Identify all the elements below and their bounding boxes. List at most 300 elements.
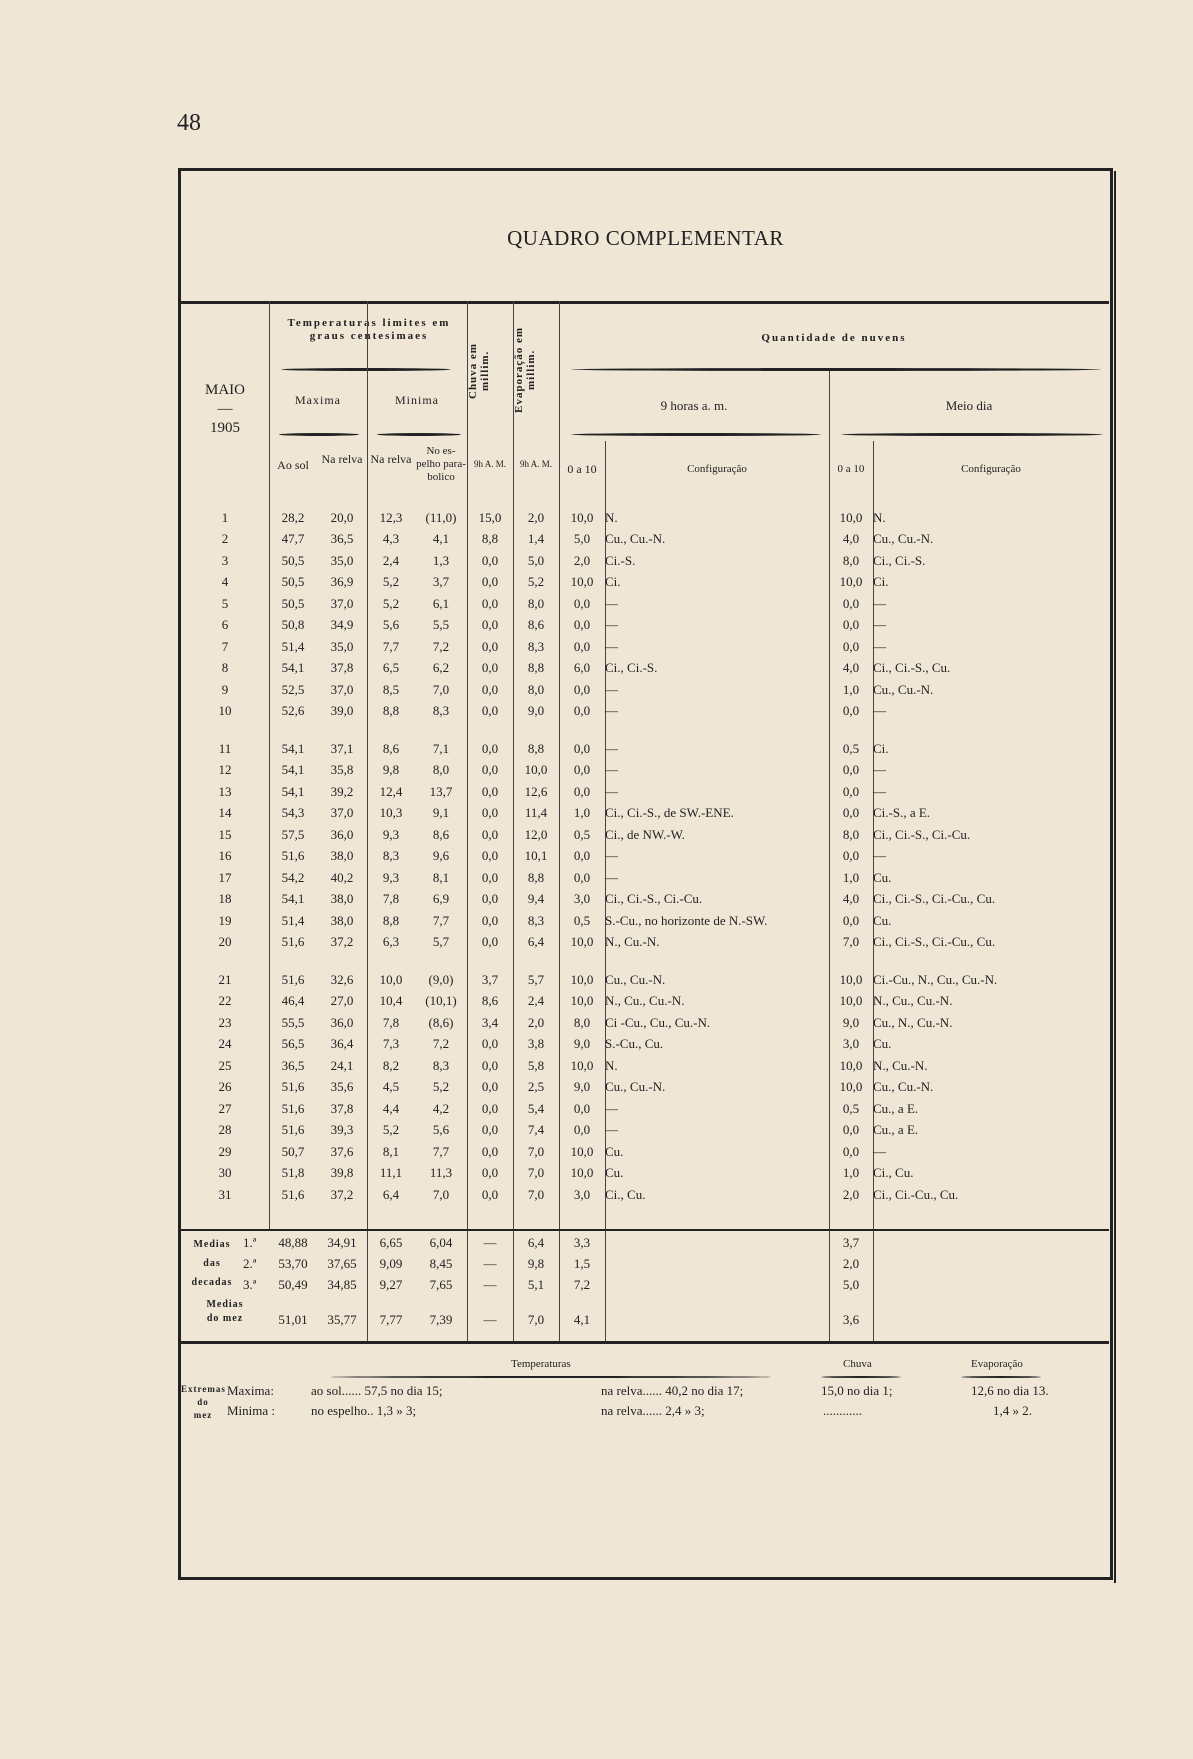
ao-sol-header: Ao sol [277, 458, 309, 472]
decade-value: 7,2 [573, 1277, 591, 1292]
chuva-cell: 0,0 [481, 826, 499, 842]
max-label: Maxima: [227, 1383, 274, 1398]
nuvens-meio-dia-cell: 9,0 [842, 1014, 860, 1030]
max-relva-cell: 39,0 [330, 703, 354, 719]
table-row [181, 679, 1109, 701]
min-relva-cell: 8,1 [382, 1143, 400, 1159]
year-label: 1905 [210, 420, 240, 436]
min-relva-cell: 10,3 [379, 805, 403, 821]
table-row [181, 824, 1109, 846]
max-relva-cell: 35,6 [330, 1079, 354, 1095]
min-espelho-cell: 7,1 [432, 740, 450, 756]
evaporacao-cell: 9,0 [527, 703, 545, 719]
nuvens-meio-dia-cell: 10,0 [839, 574, 863, 590]
config-meio-dia-cell: Ci., Ci.-S., Ci.-Cu. [873, 826, 971, 842]
table-row [181, 550, 1109, 572]
evaporacao-cell: 11,4 [524, 805, 548, 821]
extremes-label [181, 1383, 225, 1422]
daily-data-table [181, 507, 1109, 1206]
max-relva-cell: 39,8 [330, 1165, 354, 1181]
chuva-cell: 0,0 [481, 681, 499, 697]
chuva-cell: 15,0 [478, 509, 502, 525]
evaporacao-cell: 8,8 [527, 660, 545, 676]
extremes-label-line: mez [193, 1410, 213, 1420]
min-evap: 1,4 » 2. [993, 1403, 1032, 1418]
summary-rule [181, 1229, 1109, 1231]
evaporacao-cell: 2,0 [527, 509, 545, 525]
evaporacao-cell: 7,0 [527, 1165, 545, 1181]
day-cell: 25 [218, 1057, 232, 1073]
min-relva-cell: 7,8 [382, 891, 400, 907]
table-row [181, 701, 1109, 723]
nuvens-meio-dia-cell: 8,0 [842, 826, 860, 842]
min-espelho-cell: 7,2 [432, 1036, 450, 1052]
nuvens-meio-dia-cell: 7,0 [842, 934, 860, 950]
chuva-cell: 0,0 [481, 552, 499, 568]
config-9h-cell: — [605, 848, 618, 864]
chuva-cell: 0,0 [481, 1165, 499, 1181]
nuvens-9h-cell: 0,0 [573, 869, 591, 885]
max-temp-sol: ao sol...... 57,5 no dia 15; [311, 1383, 443, 1398]
config-9h-cell: Cu. [605, 1165, 624, 1181]
day-cell: 16 [218, 848, 232, 864]
config-meio-dia-cell: Cu. [873, 1036, 892, 1052]
nuvens-9h-cell: 0,5 [573, 826, 591, 842]
nuvens-9h-cell: 10,0 [570, 509, 594, 525]
table-row [181, 781, 1109, 803]
nuvens-meio-dia-cell: 10,0 [839, 509, 863, 525]
max-sol-cell: 51,4 [281, 912, 305, 928]
min-espelho-cell: 11,3 [429, 1165, 453, 1181]
chuva-cell: 0,0 [481, 1057, 499, 1073]
chuva-header: Chuva em millim. [467, 343, 491, 399]
config-9h-cell: N., Cu., Cu.-N. [605, 993, 685, 1009]
extremes-label-line: Extremas [181, 1384, 226, 1394]
max-relva-cell: 39,2 [330, 783, 354, 799]
minima-brace [377, 433, 461, 436]
table-row [181, 529, 1109, 551]
evaporacao-cell: 8,6 [527, 617, 545, 633]
min-relva-cell: 11,1 [379, 1165, 403, 1181]
config-meio-dia-cell: N., Cu., Cu.-N. [873, 993, 953, 1009]
month-label: MAIO [205, 382, 245, 398]
config-9h-cell: — [605, 762, 618, 778]
nuvens-9h-cell: 10,0 [570, 1143, 594, 1159]
bottom-rule [181, 1341, 1109, 1344]
max-sol-cell: 54,1 [281, 762, 305, 778]
max-relva-cell: 38,0 [330, 912, 354, 928]
table-row [181, 1055, 1109, 1077]
min-espelho-cell: (10,1) [425, 993, 457, 1009]
chuva-9h-header: 9h A. M. [473, 459, 506, 469]
max-relva-cell: 36,9 [330, 574, 354, 590]
config-meio-dia-cell: Ci.-Cu., N., Cu., Cu.-N. [873, 971, 998, 987]
chuva-cell: 0,0 [481, 574, 499, 590]
min-espelho-cell: 7,2 [432, 638, 450, 654]
decade-value: 50,49 [278, 1277, 308, 1292]
table-row [181, 658, 1109, 680]
nuvens-meio-dia-cell: 10,0 [839, 993, 863, 1009]
decade-value: — [483, 1256, 497, 1271]
nuvens-meio-dia-cell: 0,0 [842, 783, 860, 799]
nuvens-meio-dia-cell: 0,5 [842, 740, 860, 756]
config-9h-cell: N. [605, 1057, 618, 1073]
table-row [181, 846, 1109, 868]
min-espelho-cell: 9,1 [432, 805, 450, 821]
config-9h-cell: — [605, 740, 618, 756]
decade-value: 34,91 [327, 1235, 357, 1250]
max-relva-cell: 24,1 [330, 1057, 354, 1073]
nuvens-meio-dia-cell: 4,0 [842, 891, 860, 907]
config-header-2: Configuração [961, 463, 1021, 475]
decade-value: — [483, 1277, 497, 1292]
min-relva-cell: 6,5 [382, 660, 400, 676]
config-meio-dia-cell: — [873, 783, 886, 799]
evaporacao-cell: 8,3 [527, 912, 545, 928]
evap-9h-header: 9h A. M. [519, 459, 552, 469]
chuva-cell: 0,0 [481, 1143, 499, 1159]
min-espelho-cell: 6,2 [432, 660, 450, 676]
nuvens-meio-dia-cell: 0,0 [842, 912, 860, 928]
day-cell: 15 [218, 826, 232, 842]
config-9h-cell: — [605, 617, 618, 633]
chuva-cell: 0,0 [481, 934, 499, 950]
min-relva-cell: 4,4 [382, 1100, 400, 1116]
table-row [181, 803, 1109, 825]
chuva-cell: 0,0 [481, 638, 499, 654]
decade-value: 6,65 [379, 1235, 403, 1250]
nuvens-meio-dia-cell: 4,0 [842, 531, 860, 547]
decade-number: 1.ª [243, 1235, 257, 1250]
max-sol-cell: 46,4 [281, 993, 305, 1009]
evaporacao-cell: 12,0 [524, 826, 548, 842]
decade-value: 7,65 [429, 1277, 453, 1292]
config-meio-dia-cell: — [873, 1143, 886, 1159]
day-cell: 8 [221, 660, 229, 676]
max-relva-cell: 40,2 [330, 869, 354, 885]
min-espelho-cell: 8,3 [432, 703, 450, 719]
nuvens-meio-dia-cell: 0,5 [842, 1100, 860, 1116]
min-relva-cell: 9,8 [382, 762, 400, 778]
extremes-label-line: do [197, 1397, 209, 1407]
title-rule [181, 301, 1109, 304]
chuva-cell: 0,0 [481, 595, 499, 611]
min-relva-cell: 7,7 [382, 638, 400, 654]
evaporacao-cell: 12,6 [524, 783, 548, 799]
max-relva-cell: 20,0 [330, 509, 354, 525]
min-espelho-cell: 1,3 [432, 552, 450, 568]
config-meio-dia-cell: — [873, 762, 886, 778]
max-sol-cell: 54,2 [281, 869, 305, 885]
max-relva-cell: 34,9 [330, 617, 354, 633]
month-mean-value: 7,39 [429, 1312, 453, 1327]
table-row [181, 1098, 1109, 1120]
min-relva-cell: 5,6 [382, 617, 400, 633]
min-temp-relva: na relva...... 2,4 » 3; [601, 1403, 705, 1418]
chuva-cell: 0,0 [481, 1079, 499, 1095]
min-espelho-cell: 5,6 [432, 1122, 450, 1138]
day-cell: 6 [221, 617, 229, 633]
month-means-label-line: do mez [206, 1313, 244, 1324]
minima-header: Minima [395, 393, 439, 407]
min-espelho-cell: (9,0) [428, 971, 454, 987]
chuva-cell: 0,0 [481, 740, 499, 756]
max-relva-cell: 37,0 [330, 805, 354, 821]
chuva-cell: 8,6 [481, 993, 499, 1009]
nuvens-meio-dia-cell: 0,0 [842, 595, 860, 611]
chuva-cell: 8,8 [481, 531, 499, 547]
min-espelho-cell: 9,6 [432, 848, 450, 864]
min-relva-cell: 10,4 [379, 993, 403, 1009]
month-mean-value: 4,1 [573, 1312, 591, 1327]
evaporacao-cell: 5,4 [527, 1100, 545, 1116]
spacer-cell [181, 722, 1109, 738]
espelho-header: No es-pelho para-bolico [416, 445, 466, 483]
config-meio-dia-cell: Cu., a E. [873, 1122, 919, 1138]
min-relva-cell: 8,6 [382, 740, 400, 756]
day-cell: 22 [218, 993, 232, 1009]
table-row [181, 738, 1109, 760]
min-relva-cell: 8,2 [382, 1057, 400, 1073]
max-sol-cell: 51,6 [281, 1079, 305, 1095]
nuvens-meio-dia-cell: 3,0 [842, 1036, 860, 1052]
chuva-brace-bottom [821, 1376, 901, 1378]
max-chuva: 15,0 no dia 1; [821, 1383, 893, 1398]
nuvens-9h-cell: 0,0 [573, 783, 591, 799]
config-9h-cell: — [605, 869, 618, 885]
decade-value: 8,45 [429, 1256, 453, 1271]
config-meio-dia-cell: — [873, 617, 886, 633]
decade-value: 5,1 [527, 1277, 545, 1292]
nove-horas-brace [571, 433, 821, 436]
month-mean-value: 7,0 [527, 1312, 545, 1327]
max-sol-cell: 56,5 [281, 1036, 305, 1052]
decades-label-line: decadas [191, 1277, 233, 1288]
evaporacao-cell: 5,7 [527, 971, 545, 987]
day-cell: 21 [218, 971, 232, 987]
day-cell: 5 [221, 595, 229, 611]
config-meio-dia-cell: — [873, 703, 886, 719]
day-cell: 18 [218, 891, 232, 907]
min-relva-cell: 9,3 [382, 826, 400, 842]
decades-label-line: Medias [193, 1239, 231, 1250]
nuvens-9h-cell: 0,5 [573, 912, 591, 928]
max-sol-cell: 54,3 [281, 805, 305, 821]
min-relva-cell: 7,3 [382, 1036, 400, 1052]
month-mean-value: 35,77 [327, 1312, 357, 1327]
decade-number: 3.ª [243, 1277, 257, 1292]
evaporacao-cell: 10,1 [524, 848, 548, 864]
table-row [181, 636, 1109, 658]
max-relva-cell: 37,2 [330, 934, 354, 950]
nuvens-9h-cell: 2,0 [573, 552, 591, 568]
nuvens-9h-cell: 8,0 [573, 1014, 591, 1030]
min-relva-cell: 4,3 [382, 531, 400, 547]
nuvens-meio-dia-cell: 2,0 [842, 1186, 860, 1202]
max-relva-cell: 37,0 [330, 681, 354, 697]
config-9h-cell: — [605, 1122, 618, 1138]
max-sol-cell: 51,4 [281, 638, 305, 654]
chuva-cell: 0,0 [481, 660, 499, 676]
day-cell: 3 [221, 552, 229, 568]
table-row [181, 969, 1109, 991]
min-relva-cell: 12,4 [379, 783, 403, 799]
min-relva-cell: 7,8 [382, 1014, 400, 1030]
min-relva-cell: 8,3 [382, 848, 400, 864]
config-9h-cell: — [605, 595, 618, 611]
max-sol-cell: 51,6 [281, 1186, 305, 1202]
min-espelho-cell: 4,1 [432, 531, 450, 547]
evaporacao-cell: 3,8 [527, 1036, 545, 1052]
evaporacao-cell: 2,0 [527, 1014, 545, 1030]
day-cell: 20 [218, 934, 232, 950]
extremes-temps-header: Temperaturas [511, 1358, 571, 1370]
day-cell: 4 [221, 574, 229, 590]
max-sol-cell: 47,7 [281, 531, 305, 547]
table-row [181, 507, 1109, 529]
decade-value: 6,04 [429, 1235, 453, 1250]
max-sol-cell: 51,6 [281, 848, 305, 864]
nuvens-meio-dia-cell: 0,0 [842, 848, 860, 864]
max-relva-cell: 36,4 [330, 1036, 354, 1052]
max-relva-cell: 27,0 [330, 993, 354, 1009]
nuvens-9h-cell: 1,0 [573, 805, 591, 821]
max-sol-cell: 55,5 [281, 1014, 305, 1030]
config-meio-dia-cell: Cu. [873, 912, 892, 928]
max-relva-cell: 36,0 [330, 826, 354, 842]
min-relva-cell: 8,8 [382, 703, 400, 719]
min-espelho-cell: 4,2 [432, 1100, 450, 1116]
table-row [181, 932, 1109, 954]
config-meio-dia-cell: N., Cu.-N. [873, 1057, 928, 1073]
table-row [181, 867, 1109, 889]
table-row [181, 615, 1109, 637]
chuva-cell: 0,0 [481, 762, 499, 778]
day-cell: 30 [218, 1165, 232, 1181]
min-espelho-cell: 7,7 [432, 1143, 450, 1159]
min-espelho-cell: 8,0 [432, 762, 450, 778]
table-row [181, 572, 1109, 594]
nuvens-9h-cell: 0,0 [573, 1122, 591, 1138]
config-9h-cell: Ci. [605, 574, 621, 590]
max-sol-cell: 36,5 [281, 1057, 305, 1073]
min-espelho-cell: 7,0 [432, 1186, 450, 1202]
chuva-cell: 3,4 [481, 1014, 499, 1030]
max-relva-cell: 37,0 [330, 595, 354, 611]
min-espelho-cell: 8,6 [432, 826, 450, 842]
min-espelho-cell: (11,0) [425, 509, 457, 525]
max-sol-cell: 54,1 [281, 783, 305, 799]
min-relva-cell: 4,5 [382, 1079, 400, 1095]
chuva-cell: 0,0 [481, 1100, 499, 1116]
max-relva-cell: 38,0 [330, 891, 354, 907]
max-temp-relva: na relva...... 40,2 no dia 17; [601, 1383, 744, 1398]
config-meio-dia-cell: Ci. [873, 740, 889, 756]
nove-horas-header: 9 horas a. m. [660, 398, 728, 413]
decades-label-line: das [203, 1258, 221, 1269]
nuvens-9h-cell: 10,0 [570, 934, 594, 950]
day-cell: 27 [218, 1100, 232, 1116]
nuvens-9h-cell: 9,0 [573, 1079, 591, 1095]
config-meio-dia-cell: Cu. [873, 869, 892, 885]
config-9h-cell: Ci., Ci.-S., Ci.-Cu. [605, 891, 703, 907]
max-sol-cell: 50,7 [281, 1143, 305, 1159]
min-chuva: ............ [823, 1403, 862, 1418]
config-meio-dia-cell: Ci., Cu. [873, 1165, 914, 1181]
nuvens-meio-dia-cell: 0,0 [842, 638, 860, 654]
config-meio-dia-cell: Cu., Cu.-N. [873, 681, 934, 697]
temps-brace [281, 368, 451, 371]
day-cell: 29 [218, 1143, 232, 1159]
config-9h-cell: Cu., Cu.-N. [605, 971, 666, 987]
chuva-cell: 3,7 [481, 971, 499, 987]
chuva-cell: 0,0 [481, 869, 499, 885]
min-espelho-cell: 8,1 [432, 869, 450, 885]
nuvens-9h-cell: 0,0 [573, 848, 591, 864]
meio-dia-brace [841, 433, 1103, 436]
table-row [181, 991, 1109, 1013]
min-relva-cell: 8,8 [382, 912, 400, 928]
table-row [181, 889, 1109, 911]
nuvens-meio-dia-cell: 0,0 [842, 703, 860, 719]
nuvens-meio-dia-cell: 0,0 [842, 617, 860, 633]
min-relva-cell: 5,2 [382, 574, 400, 590]
min-espelho-cell: (8,6) [428, 1014, 454, 1030]
day-cell: 26 [218, 1079, 232, 1095]
min-relva-cell: 8,5 [382, 681, 400, 697]
config-meio-dia-cell: Ci., Ci.-S., Ci.-Cu., Cu. [873, 891, 996, 907]
nuvens-9h-cell: 5,0 [573, 531, 591, 547]
config-9h-cell: — [605, 783, 618, 799]
extremes-evap-header: Evaporação [971, 1358, 1023, 1370]
max-sol-cell: 50,5 [281, 552, 305, 568]
decade-value: 9,27 [379, 1277, 403, 1292]
max-relva-cell: 37,8 [330, 660, 354, 676]
nuvens-9h-cell: 3,0 [573, 891, 591, 907]
config-meio-dia-cell: Cu., Cu.-N. [873, 531, 934, 547]
evaporacao-cell: 5,2 [527, 574, 545, 590]
chuva-cell: 0,0 [481, 891, 499, 907]
day-cell: 11 [218, 740, 232, 756]
config-meio-dia-cell: Ci., Ci.-S., Ci.-Cu., Cu. [873, 934, 996, 950]
day-cell: 23 [218, 1014, 232, 1030]
min-relva-cell: 2,4 [382, 552, 400, 568]
max-relva-cell: 37,1 [330, 740, 354, 756]
nuvens-meio-dia-cell: 0,0 [842, 1122, 860, 1138]
maxima-header: Maxima [295, 393, 341, 407]
chuva-cell: 0,0 [481, 848, 499, 864]
min-relva-cell: 6,3 [382, 934, 400, 950]
max-sol-cell: 54,1 [281, 891, 305, 907]
config-meio-dia-cell: — [873, 848, 886, 864]
nuvens-9h-cell: 10,0 [570, 574, 594, 590]
table-row [181, 910, 1109, 932]
max-sol-cell: 57,5 [281, 826, 305, 842]
nuvens-9h-cell: 0,0 [573, 703, 591, 719]
day-cell: 19 [218, 912, 232, 928]
table-row [181, 1034, 1109, 1056]
table-row [181, 1077, 1109, 1099]
max-relva-cell: 32,6 [330, 971, 354, 987]
decade-value: 2,0 [842, 1256, 860, 1271]
config-9h-cell: Ci., de NW.-W. [605, 826, 685, 842]
table-row [181, 1120, 1109, 1142]
max-sol-cell: 50,5 [281, 595, 305, 611]
decade-value: 48,88 [278, 1235, 308, 1250]
config-header: Configuração [687, 463, 747, 475]
meio-dia-header: Meio dia [945, 398, 993, 413]
evaporacao-cell: 8,8 [527, 869, 545, 885]
